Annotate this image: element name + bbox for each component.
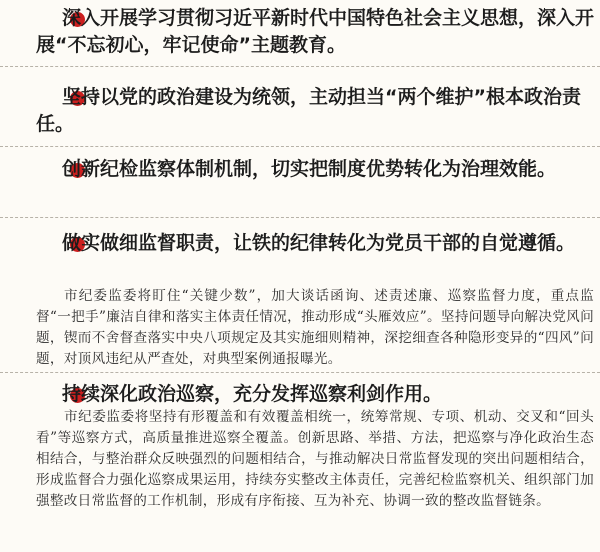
section-heading-2: 坚持以党的政治建设为统领，主动担当“两个维护”根本政治责任。: [36, 86, 581, 135]
section-divider: [0, 372, 600, 373]
section-heading-4: 做实做细监督职责，让铁的纪律转化为党员干部的自觉遵循。: [62, 232, 576, 254]
section-divider: [0, 146, 600, 147]
section-heading-1: 深入开展学习贯彻习近平新时代中国特色社会主义思想，深入开展“不忘初心，牢记使命”主题教育。: [36, 7, 595, 56]
section-divider: [0, 217, 600, 218]
section-divider: [0, 66, 600, 67]
section-heading-5: 持续深化政治巡察，充分发挥巡察利剑作用。: [62, 383, 443, 405]
section-body-5: 市纪委监委将坚持有形覆盖和有效覆盖相统一，统筹常规、专项、机动、交叉和“回头看”等巡察方式，高质量推进巡察全覆盖。创新思路、举措、方法，把巡察与净化政治生态相结合，与整治群众反映强烈的问题相结合，与推动解决日常监督发现的突出问题相结合，形成监督合力强化巡察成果运用，持续夯实整改主体责任，完善纪检监察机关、组织部门加强整改日常监督的工作机制，形成有序衔接、互为补充、协调一致的整改监督链条。: [36, 409, 594, 509]
section-body-4: 市纪委监委将盯住“关键少数”，加大谈话函询、述责述廉、巡察监督力度，重点监督“一把手”廉洁自律和落实主体责任情况，推动形成“头雁效应”。坚持问题导向解决党风问题，锲而不舍督查落实中央八项规定及其实施细则精神，深挖细查各种隐形变异的“四风”问题，对顶风违纪从严查处，对典型案例通报曝光。: [36, 288, 594, 367]
section-heading-3: 创新纪检监察体制机制，切实把制度优势转化为治理效能。: [62, 158, 557, 180]
